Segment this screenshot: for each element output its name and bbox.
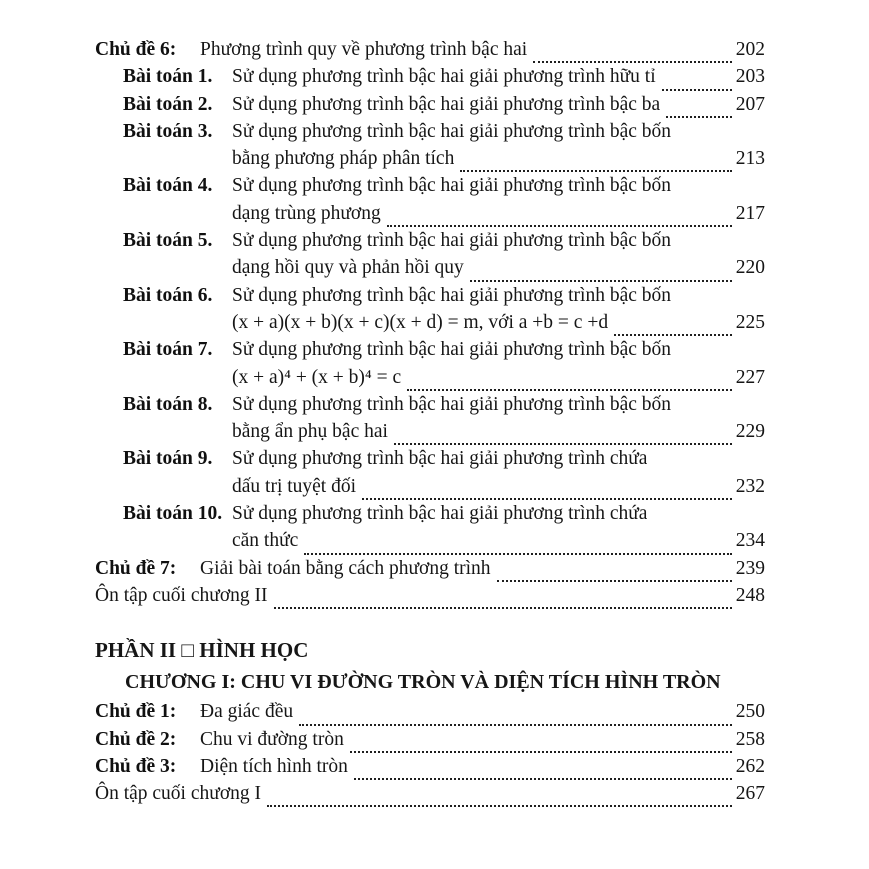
dot-leader xyxy=(387,219,732,227)
toc-entry-title: Sử dụng phương trình bậc hai giải phương trình bậc bốn xyxy=(232,339,672,361)
toc-entry-page-number: 258 xyxy=(735,728,765,750)
dot-leader xyxy=(267,799,732,807)
toc-row xyxy=(95,698,765,725)
toc-entry-title: (x + a)(x + b)(x + c)(x + d) = m, với a +b = c +d xyxy=(232,311,609,333)
toc-row xyxy=(95,473,765,500)
toc-entry-label: Bài toán 9. xyxy=(123,448,213,470)
toc-entry-page-number: 267 xyxy=(735,783,765,805)
dot-leader xyxy=(350,745,732,753)
toc-entry-title: Sử dụng phương trình bậc hai giải phương trình bậc bốn xyxy=(232,120,672,142)
toc-row xyxy=(95,555,765,582)
toc-entry-label: Chủ đề 2: xyxy=(95,728,177,750)
toc-entry-title: Đa giác đều xyxy=(200,701,294,723)
toc-entry-page-number: 202 xyxy=(735,39,765,60)
toc-entry-page-number: 227 xyxy=(735,366,765,388)
toc-entry-title: bằng phương pháp phân tích xyxy=(232,148,455,170)
dot-leader xyxy=(304,547,732,555)
toc-entry-title: Phương trình quy về phương trình bậc hai xyxy=(200,39,528,60)
toc-entry-label: Bài toán 1. xyxy=(123,66,213,88)
toc-row xyxy=(95,336,765,363)
toc-entry-title: dạng trùng phương xyxy=(232,202,381,224)
toc-entry-title: Ôn tập cuối chương I xyxy=(95,783,262,805)
dot-leader xyxy=(497,574,732,582)
toc-entry-title: Diện tích hình tròn xyxy=(200,755,348,777)
toc-row xyxy=(95,91,765,118)
toc-entry-title: Sử dụng phương trình bậc hai giải phương trình bậc bốn xyxy=(232,230,672,252)
toc-entry-page-number: 262 xyxy=(735,755,765,777)
toc-row xyxy=(95,445,765,472)
toc-entry-label: Bài toán 3. xyxy=(123,120,213,142)
toc-entry-title: Sử dụng phương trình bậc hai giải phương trình chứa xyxy=(232,448,648,470)
toc-row xyxy=(95,63,765,90)
toc-entry-page-number: 239 xyxy=(735,557,765,579)
dot-leader xyxy=(394,437,732,445)
toc-entry-label: Chủ đề 6: xyxy=(95,39,177,60)
toc-entry-title: Sử dụng phương trình bậc hai giải phương trình hữu tỉ xyxy=(232,66,656,88)
toc-entry-title: Sử dụng phương trình bậc hai giải phương trình bậc bốn xyxy=(232,393,672,415)
toc-entry-title: Giải bài toán bằng cách phương trình xyxy=(200,557,491,579)
toc-entry-label: Bài toán 7. xyxy=(123,339,213,361)
toc-row xyxy=(95,582,765,609)
toc-entry-page-number: 220 xyxy=(735,257,765,279)
toc-entry-page-number: 203 xyxy=(735,66,765,88)
dot-leader xyxy=(299,718,732,726)
toc-entry-title: Chu vi đường tròn xyxy=(200,728,344,750)
toc-entry-page-number: 234 xyxy=(735,530,765,552)
toc-entry-label: Chủ đề 7: xyxy=(95,557,177,579)
toc-entry-title: Sử dụng phương trình bậc hai giải phương trình bậc bốn xyxy=(232,284,672,306)
toc-entry-title: (x + a)⁴ + (x + b)⁴ = c xyxy=(232,366,402,388)
toc-entry-page-number: 225 xyxy=(735,311,765,333)
dot-leader xyxy=(666,110,732,118)
dot-leader xyxy=(274,601,732,609)
toc-entry-label: Bài toán 5. xyxy=(123,230,213,252)
toc-entry-title: Sử dụng phương trình bậc hai giải phương trình bậc bốn xyxy=(232,175,672,197)
toc-row xyxy=(95,527,765,554)
toc-row xyxy=(95,753,765,780)
dot-leader xyxy=(614,328,732,336)
toc-entry-page-number: 217 xyxy=(735,202,765,224)
dot-leader xyxy=(533,55,732,63)
toc-row xyxy=(95,254,765,281)
toc-row xyxy=(95,500,765,527)
toc-entry-page-number: 213 xyxy=(735,148,765,170)
toc-entry-title: dấu trị tuyệt đối xyxy=(232,475,357,497)
toc-entry-title: Sử dụng phương trình bậc hai giải phương trình bậc ba xyxy=(232,93,661,115)
dot-leader xyxy=(662,83,732,91)
toc-row xyxy=(95,200,765,227)
dot-leader xyxy=(362,492,732,500)
toc-row xyxy=(95,145,765,172)
toc-row xyxy=(95,633,765,667)
toc-entry-label: Chủ đề 3: xyxy=(95,755,177,777)
toc-row xyxy=(95,118,765,145)
toc-row xyxy=(95,172,765,199)
toc-row xyxy=(95,391,765,418)
toc-row xyxy=(95,726,765,753)
dot-leader xyxy=(460,164,732,172)
toc-entry-title: Sử dụng phương trình bậc hai giải phương trình chứa xyxy=(232,503,648,525)
toc-row xyxy=(95,780,765,807)
toc-entry-page-number: 207 xyxy=(735,93,765,115)
toc-entry-label: Bài toán 2. xyxy=(123,93,213,115)
toc-entry-label: Bài toán 6. xyxy=(123,284,213,306)
toc-list xyxy=(95,36,765,807)
toc-entry-page-number: 248 xyxy=(735,584,765,606)
dot-leader xyxy=(470,274,732,282)
toc-row xyxy=(95,364,765,391)
toc-entry-title: CHƯƠNG I: CHU VI ĐƯỜNG TRÒN VÀ DIỆN TÍCH HÌNH TRÒN xyxy=(125,671,721,694)
toc-row xyxy=(95,227,765,254)
toc-entry-page-number: 229 xyxy=(735,421,765,443)
toc-entry-page-number: 232 xyxy=(735,475,765,497)
toc-entry-title: căn thức xyxy=(232,530,299,552)
toc-entry-title: bằng ẩn phụ bậc hai xyxy=(232,421,388,443)
toc-entry-title: PHẦN II □ HÌNH HỌC xyxy=(95,638,309,663)
toc-row xyxy=(95,309,765,336)
toc-entry-label: Chủ đề 1: xyxy=(95,701,177,723)
toc-row xyxy=(95,667,765,698)
toc-row xyxy=(95,36,765,63)
toc-entry-label: Bài toán 4. xyxy=(123,175,213,197)
dot-leader xyxy=(407,383,732,391)
toc-entry-title: Ôn tập cuối chương II xyxy=(95,584,268,606)
toc-row xyxy=(95,282,765,309)
dot-leader xyxy=(354,772,732,780)
toc-entry-page-number: 250 xyxy=(735,701,765,723)
toc-entry-label: Bài toán 10. xyxy=(123,503,223,525)
toc-row xyxy=(95,418,765,445)
toc-entry-label: Bài toán 8. xyxy=(123,393,213,415)
toc-entry-title: dạng hồi quy và phản hồi quy xyxy=(232,257,464,279)
